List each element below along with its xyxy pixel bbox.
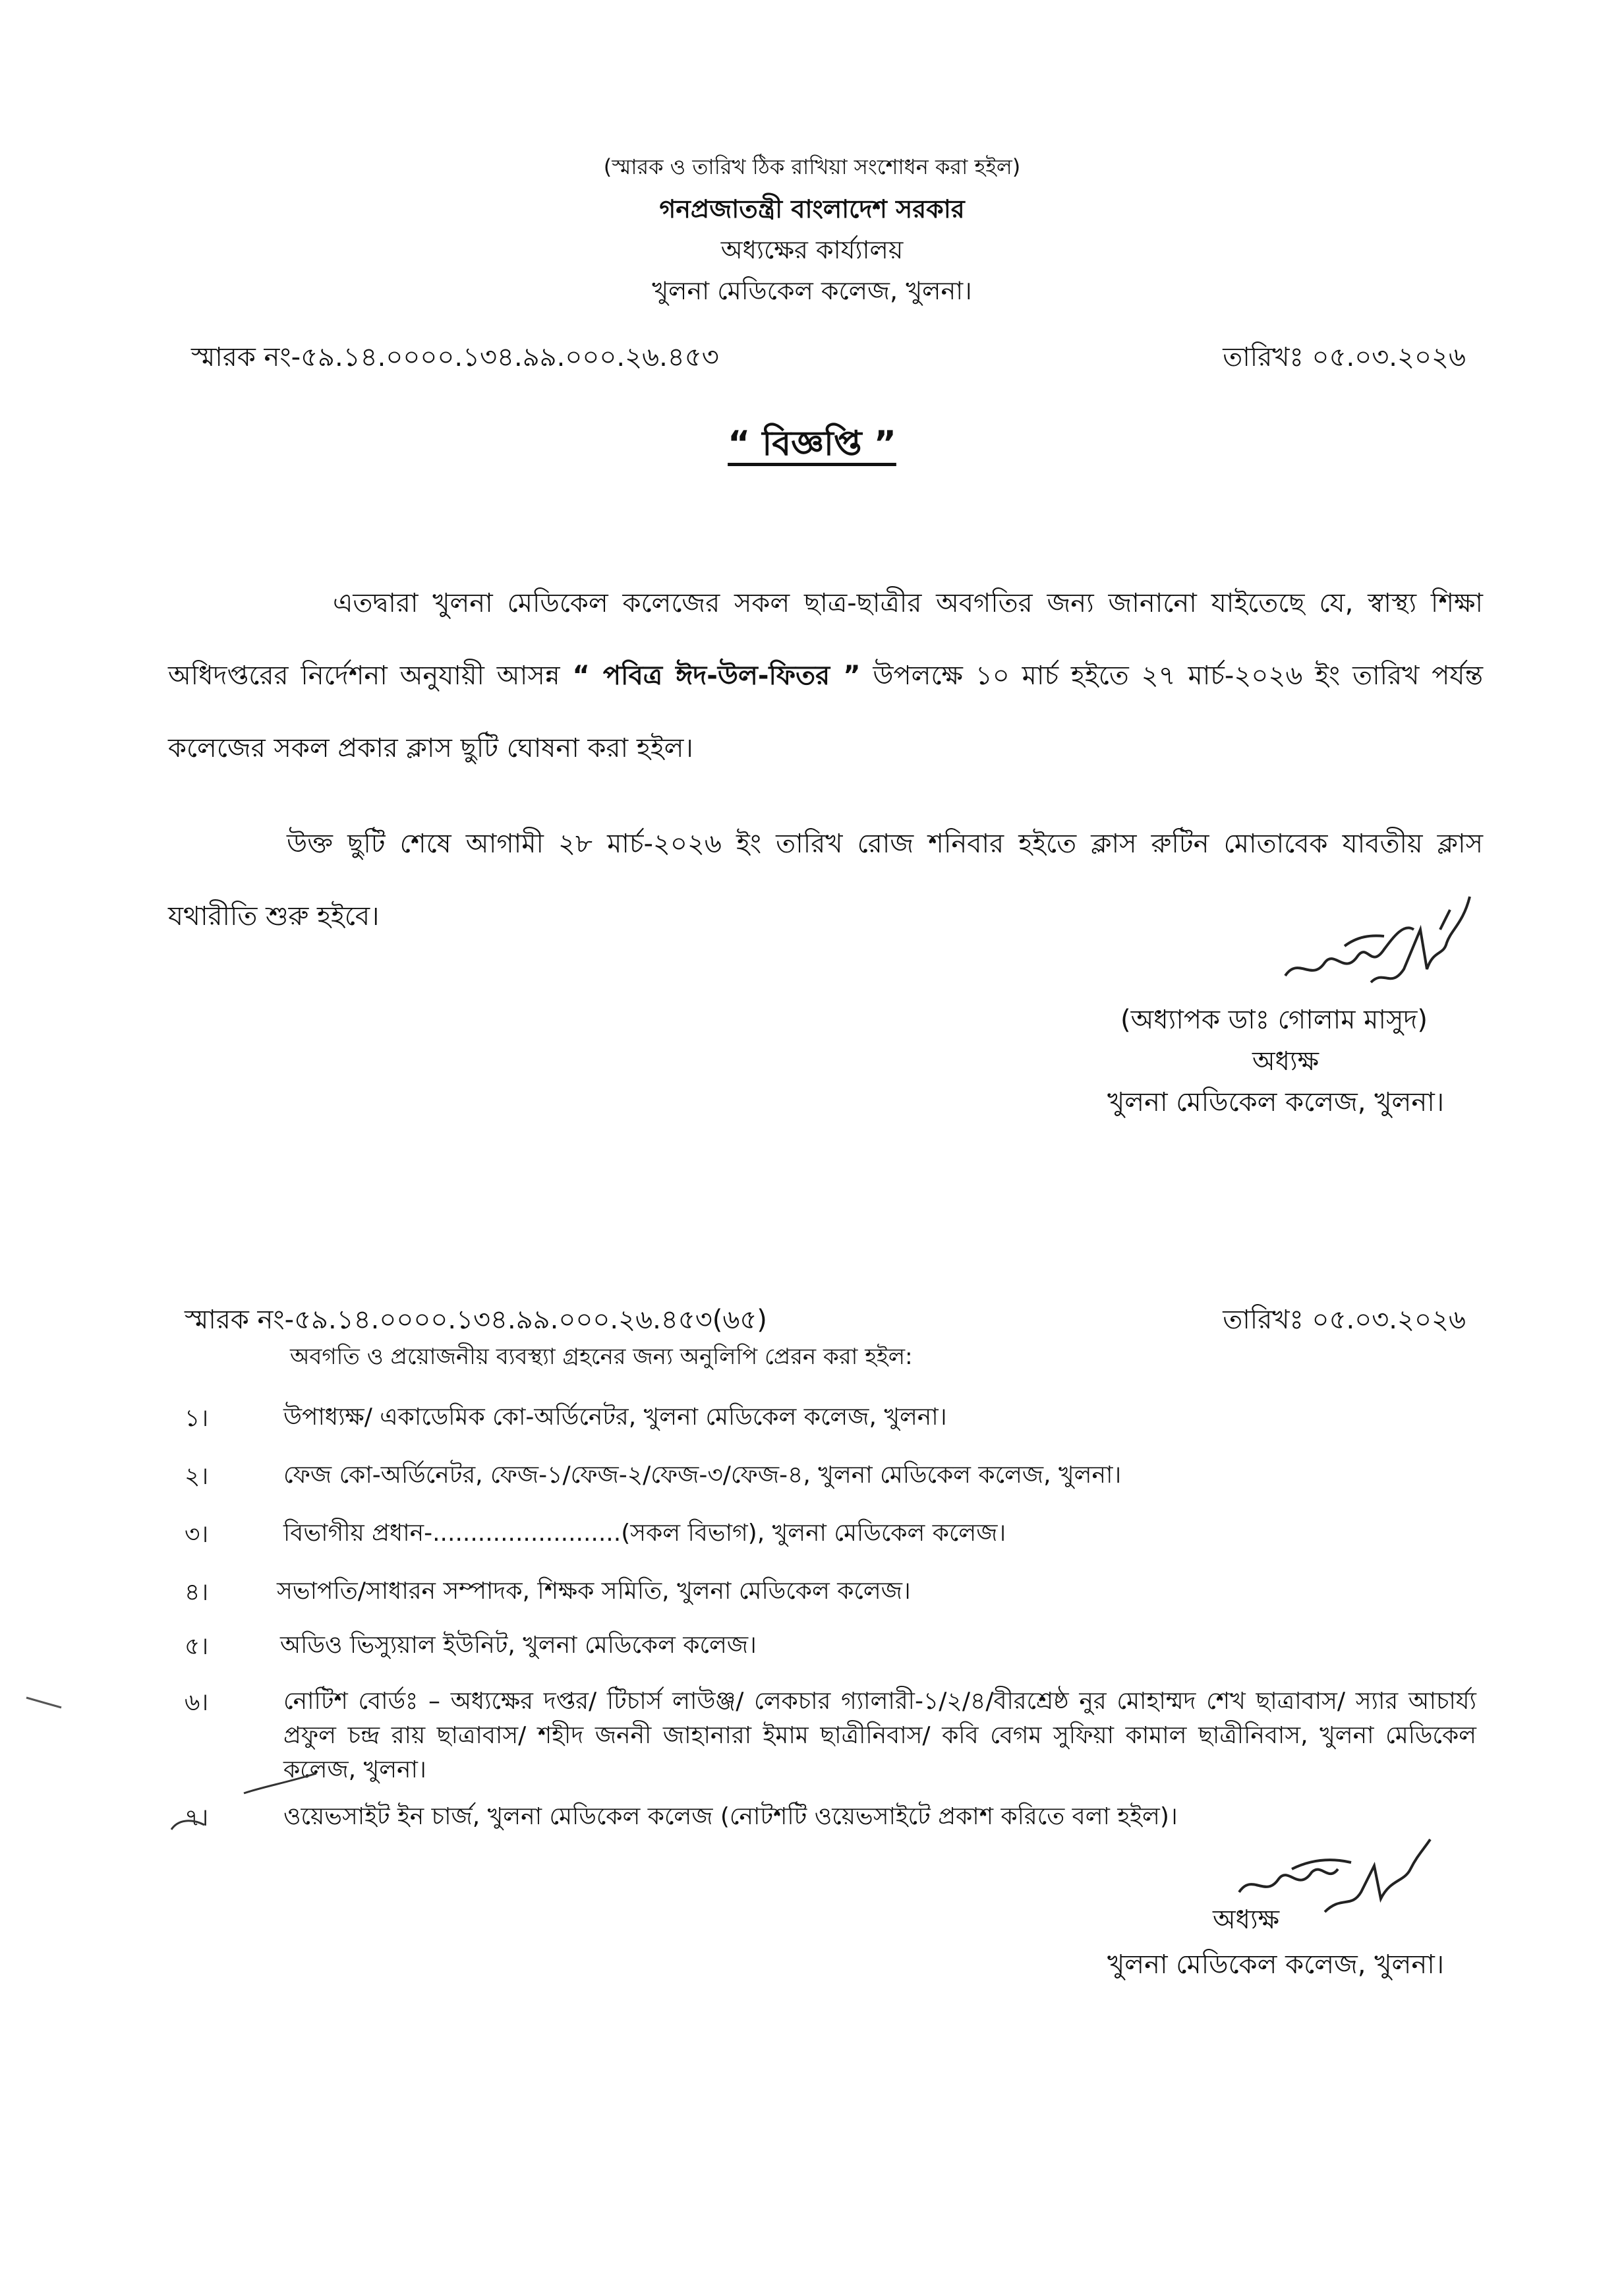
p2-text: উক্ত ছুটি শেষে আগামী ২৮ মার্চ-২০২৬ ইং তারিখ রোজ শনিবার হইতে ক্লাস রুটিন মোতাবেক যাবতীয় ক্লাস যথারীতি শুরু হইবে। bbox=[168, 829, 1483, 932]
p1-eid: “ পবিত্র ঈদ-উল-ফিতর ” bbox=[572, 661, 861, 691]
scan-mark bbox=[25, 1691, 65, 1713]
copy-recipient: উপাধ্যক্ষ/ একাডেমিক কো-অর্ডিনেটর, খুলনা মেডিকেল কলেজ, খুলনা। bbox=[283, 1404, 947, 1431]
notice-title: “ বিজ্ঞপ্তি ” bbox=[728, 424, 896, 463]
government-name: গনপ্রজাতন্ত্রী বাংলাদেশ সরকার bbox=[659, 194, 965, 223]
memo2-date: তারিখঃ ০৫.০৩.২০২৬ bbox=[1223, 1305, 1466, 1335]
copy-recipient: ওয়েভসাইট ইন চার্জ, খুলনা মেডিকেল কলেজ (নোটশটি ওয়েভসাইটে প্রকাশ করিতে বলা হইল)। bbox=[283, 1803, 1178, 1830]
copy-number: ৭। bbox=[185, 1804, 209, 1831]
copy-recipient: সভাপতি/সাধারন সম্পাদক, শিক্ষক সমিতি, খুলনা মেডিকেল কলেজ। bbox=[277, 1578, 911, 1605]
signature-1 bbox=[1272, 883, 1483, 1011]
copy-recipient: ফেজ কো-অর্ডিনেটর, ফেজ-১/ফেজ-২/ফেজ-৩/ফেজ-৪, খুলনা মেডিকেল কলেজ, খুলনা। bbox=[283, 1462, 1122, 1489]
institution-name: খুলনা মেডিকেল কলেজ, খুলনা। bbox=[652, 276, 972, 305]
copy-recipient: বিভাগীয় প্রধান-.........................(সকল বিভাগ), খুলনা মেডিকেল কলেজ। bbox=[283, 1520, 1006, 1547]
principal-designation: অধ্যক্ষ bbox=[1252, 1046, 1320, 1077]
copy-number: ৫। bbox=[185, 1633, 209, 1660]
memo2-number: স্মারক নং-৫৯.১৪.০০০০.১৩৪.৯৯.০০০.২৬.৪৫৩(৬৫) bbox=[185, 1305, 767, 1335]
copy-number: ৪। bbox=[185, 1579, 209, 1606]
memo-number: স্মারক নং-৫৯.১৪.০০০০.১৩৪.৯৯.০০০.২৬.৪৫৩ bbox=[191, 342, 719, 372]
p1-text-b: উপলক্ষে ১০ মার্চ হইতে ২৭ মার্চ-২০২৬ ইং তারিখ পর্যন্ত কলেজের সকল প্রকার ক্লাস ছুটি ঘোষনা করা হইল। bbox=[168, 661, 1484, 763]
copy-number: ৩। bbox=[185, 1521, 209, 1548]
principal-institution: খুলনা মেডিকেল কলেজ, খুলনা। bbox=[1107, 1087, 1445, 1117]
revision-note: (স্মারক ও তারিখ ঠিক রাখিয়া সংশোধন করা হইল) bbox=[603, 154, 1021, 179]
pen-mark bbox=[165, 1747, 336, 1842]
copy-recipient: নোটিশ বোর্ডঃ – অধ্যক্ষের দপ্তর/ টিচার্স লাউঞ্জ/ লেকচার গ্যালারী-১/২/৪/বীরশ্রেষ্ঠ নুর মোহাম্মদ শেখ ছাত্রাবাস/ স্যার আচার্য্য প্রফুল চন্দ্র রায় ছাত্রাবাস/ শহীদ জননী জাহানারা ইমাম ছাত্রীনিবাস/ কবি বেগম সুফিয়া কামাল ছাত্রীনিবাস, খুলনা মেডিকেল কলেজ, খুলনা। bbox=[283, 1688, 1476, 1783]
copy-number: ১। bbox=[185, 1405, 209, 1432]
copy-recipient: অডিও ভিস্যুয়াল ইউনিট, খুলনা মেডিকেল কলেজ। bbox=[280, 1632, 757, 1659]
copy-number: ৬। bbox=[185, 1689, 209, 1716]
memo-date: তারিখঃ ০৫.০৩.২০২৬ bbox=[1223, 342, 1466, 372]
copy-intro: অবগতি ও প্রয়োজনীয় ব্যবস্থ্যা গ্রহনের জন্য অনুলিপি প্রেরন করা হইল: bbox=[290, 1344, 913, 1370]
principal-institution-2: খুলনা মেডিকেল কলেজ, খুলনা। bbox=[1107, 1949, 1445, 1980]
principal-designation-2: অধ্যক্ষ bbox=[1213, 1905, 1280, 1935]
p1-text-a: এতদ্বারা খুলনা মেডিকেল কলেজের সকল ছাত্র-ছাত্রীর অবগতির জন্য জানানো যাইতেছে যে, স্বাস্থ্য শিক্ষা অধিদপ্তরের নির্দেশনা অনুযায়ী আসন্ন bbox=[168, 588, 1483, 691]
principal-name: (অধ্যাপক ডাঃ গোলাম মাসুদ) bbox=[1120, 1005, 1428, 1035]
office-name: অধ্যক্ষের কার্য্যালয় bbox=[720, 235, 904, 264]
copy-number: ২। bbox=[185, 1463, 209, 1490]
notice-paragraph-1 bbox=[168, 567, 1483, 785]
